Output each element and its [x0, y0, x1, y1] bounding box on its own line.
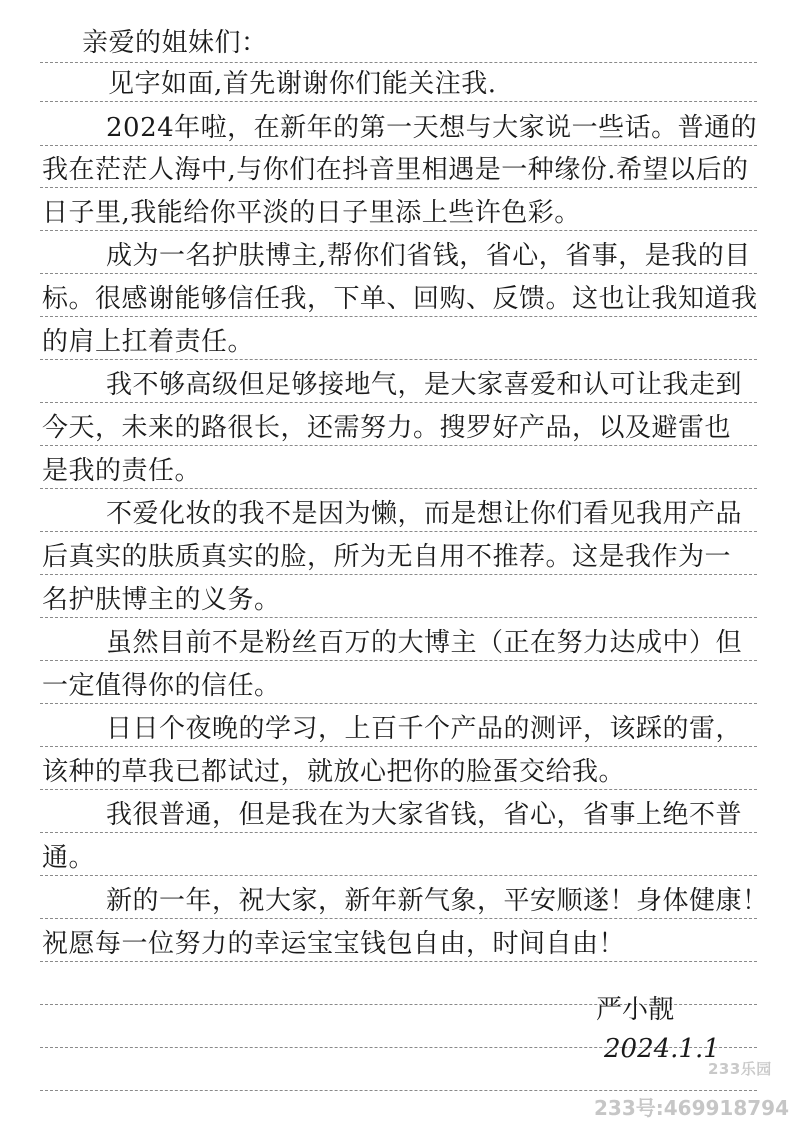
ruled-line — [40, 316, 757, 317]
ruled-line — [40, 101, 757, 102]
ruled-line — [40, 531, 757, 532]
ruled-line — [40, 832, 757, 833]
signature-name: 严小靓 — [596, 995, 675, 1025]
letter-line: 新的一年，祝大家，新年新气象，平安顺遂！身体健康！ — [106, 886, 769, 916]
ruled-line — [40, 660, 757, 661]
letter-line: 通。 — [42, 843, 96, 873]
watermark-id: 233号:469918794 — [594, 1096, 789, 1120]
letter-line: 一定值得你的信任。 — [42, 671, 281, 701]
letter-line: 标。很感谢能够信任我，下单、回购、反馈。这也让我知道我 — [42, 284, 758, 314]
letter-greeting: 亲爱的姐妹们： — [82, 28, 268, 58]
letter-line: 2024年啦，在新年的第一天想与大家说一些话。普通的 — [106, 113, 758, 143]
ruled-line — [40, 402, 757, 403]
ruled-line — [40, 918, 757, 919]
letter-line: 该种的草我已都试过，就放心把你的脸蛋交给我。 — [42, 757, 626, 787]
letter-line: 我不够高级但足够接地气，是大家喜爱和认可让我走到 — [106, 370, 743, 400]
letter-line: 虽然目前不是粉丝百万的大博主（正在努力达成中）但 — [106, 628, 743, 658]
ruled-line — [40, 145, 757, 146]
ruled-line — [40, 617, 757, 618]
letter-line: 后真实的肤质真实的脸，所为无自用不推荐。这是我作为一 — [42, 542, 732, 572]
ruled-line — [40, 703, 757, 704]
signature-date: 2024.1.1 — [604, 1034, 720, 1064]
letter-line: 祝愿每一位努力的幸运宝宝钱包自由，时间自由！ — [42, 929, 626, 959]
letter-line: 我在茫茫人海中,与你们在抖音里相遇是一种缘份.希望以后的 — [42, 155, 749, 185]
ruled-line — [40, 1090, 757, 1091]
letter-line: 日子里,我能给你平淡的日子里添上些许色彩。 — [42, 198, 581, 228]
ruled-line — [40, 187, 757, 188]
ruled-line — [40, 789, 757, 790]
letter-line: 的肩上扛着责任。 — [42, 327, 255, 357]
letter-line: 见字如面,首先谢谢你们能关注我. — [108, 69, 497, 99]
ruled-line — [40, 488, 757, 489]
letter-line: 今天，未来的路很长，还需努力。搜罗好产品，以及避雷也 — [42, 413, 732, 443]
ruled-line — [40, 961, 757, 962]
letter-line: 我很普通，但是我在为大家省钱，省心，省事上绝不普 — [106, 800, 743, 830]
watermark-logo: 233乐园 — [708, 1060, 772, 1078]
letter-line: 是我的责任。 — [42, 456, 202, 486]
ruled-line — [40, 574, 757, 575]
ruled-line — [40, 746, 757, 747]
ruled-line — [40, 62, 757, 63]
ruled-line — [40, 273, 757, 274]
ruled-line — [40, 875, 757, 876]
ruled-line — [40, 230, 757, 231]
letter-line: 成为一名护肤博主,帮你们省钱，省心，省事，是我的目 — [106, 241, 751, 271]
letter-line: 名护肤博主的义务。 — [42, 585, 281, 615]
ruled-line — [40, 445, 757, 446]
letter-line: 不爱化妆的我不是因为懒，而是想让你们看见我用产品 — [106, 499, 743, 529]
letter-line: 日日个夜晚的学习，上百千个产品的测评，该踩的雷， — [106, 714, 743, 744]
ruled-line — [40, 359, 757, 360]
